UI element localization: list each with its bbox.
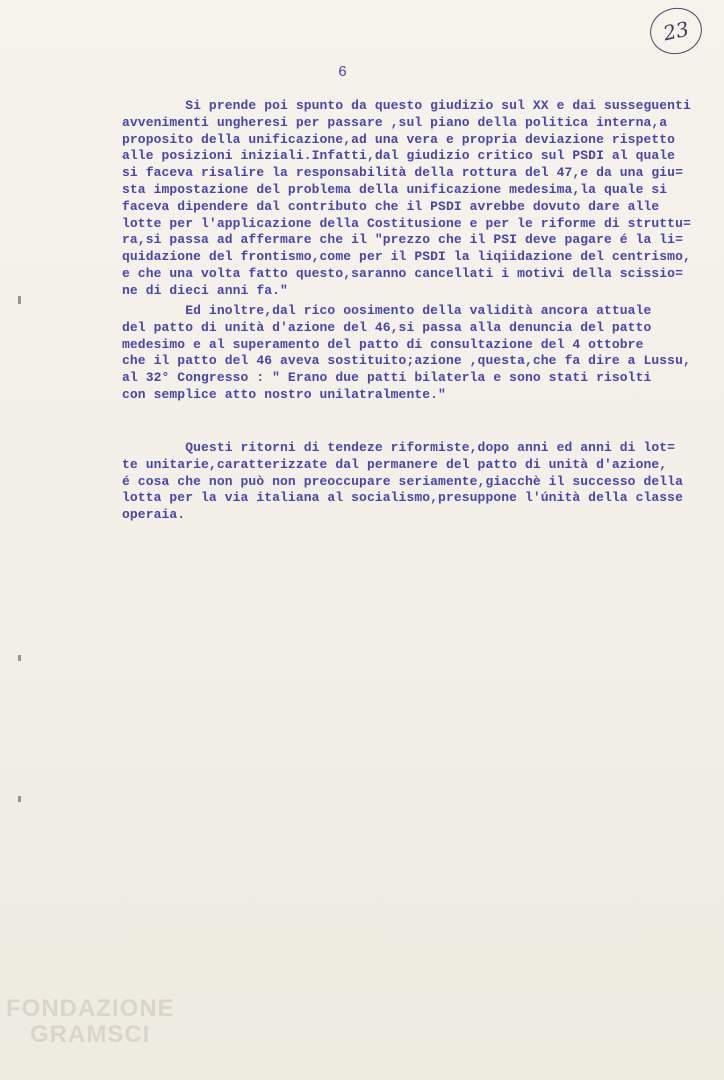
paragraph-2 (122, 303, 717, 404)
folio-number: 23 (661, 16, 691, 46)
folio-stamp (646, 3, 706, 59)
watermark-line-2: GRAMSCI (30, 1021, 151, 1048)
archive-watermark-logo (6, 996, 175, 1048)
text-line: con semplice atto nostro unilatralmente." (122, 386, 446, 402)
text-line: medesimo e al superamento del patto di consultazione del 4 ottobre (122, 336, 644, 352)
text-line: del patto di unità d'azione del 46,si passa alla denuncia del patto (122, 319, 652, 335)
text-line: Ed inoltre,dal rico oosimento della validità ancora attuale (122, 303, 652, 318)
text-line: é cosa che non può non preoccupare seriamente,giacchè il successo della (122, 473, 683, 489)
text-line: faceva dipendere dal contributo che il PSDI avrebbe dovuto dare alle (122, 198, 660, 214)
text-line: lotte per l'applicazione della Costitusione e per le riforme di struttu= (122, 215, 691, 231)
page-number: 6 (338, 64, 348, 81)
text-line: alle posizioni iniziali.Infatti,dal giudizio critico sul PSDI al quale (122, 148, 676, 164)
paragraph-1 (122, 98, 717, 300)
text-line: ne di dieci anni fa." (122, 282, 288, 298)
text-line: operaia. (122, 507, 186, 523)
margin-mark (18, 655, 21, 661)
watermark-line-1: FONDAZIONE (6, 995, 175, 1022)
text-line: e che una volta fatto questo,saranno cancellati i motivi della scissio= (122, 265, 683, 281)
text-line: sta impostazione del problema della unificazione medesima,la quale si (122, 181, 668, 197)
text-line: lotta per la via italiana al socialismo,presuppone l'únità della classe (122, 490, 683, 506)
text-line: che il patto del 46 aveva sostituito;azione ,questa,che fa dire a Lussu, (122, 353, 691, 369)
text-line: Questi ritorni di tendeze riformiste,dopo anni ed anni di lot= (122, 440, 676, 455)
margin-mark (18, 296, 21, 304)
text-line: si faceva risalire la responsabilità della rottura del 47,e da una giu= (122, 165, 683, 181)
text-line: ra,si passa ad affermare che il "prezzo che il PSI deve pagare é la li= (122, 232, 683, 248)
text-line: al 32° Congresso : " Erano due patti bilaterla e sono stati risolti (122, 370, 652, 386)
text-line: avvenimenti ungheresi per passare ,sul piano della politica interna,a (122, 114, 668, 130)
text-line: quidazione del frontismo,come per il PSDI la liqiidazione del centrismo, (122, 249, 691, 265)
text-line: Si prende poi spunto da questo giudizio sul XX e dai susseguenti (122, 98, 691, 113)
margin-mark (18, 796, 21, 802)
text-line: te unitarie,caratterizzate dal permanere del patto di unità d'azione, (122, 456, 668, 472)
text-line: proposito della unificazione,ad una vera e propria deviazione rispetto (122, 131, 676, 147)
paragraph-3 (122, 440, 717, 524)
